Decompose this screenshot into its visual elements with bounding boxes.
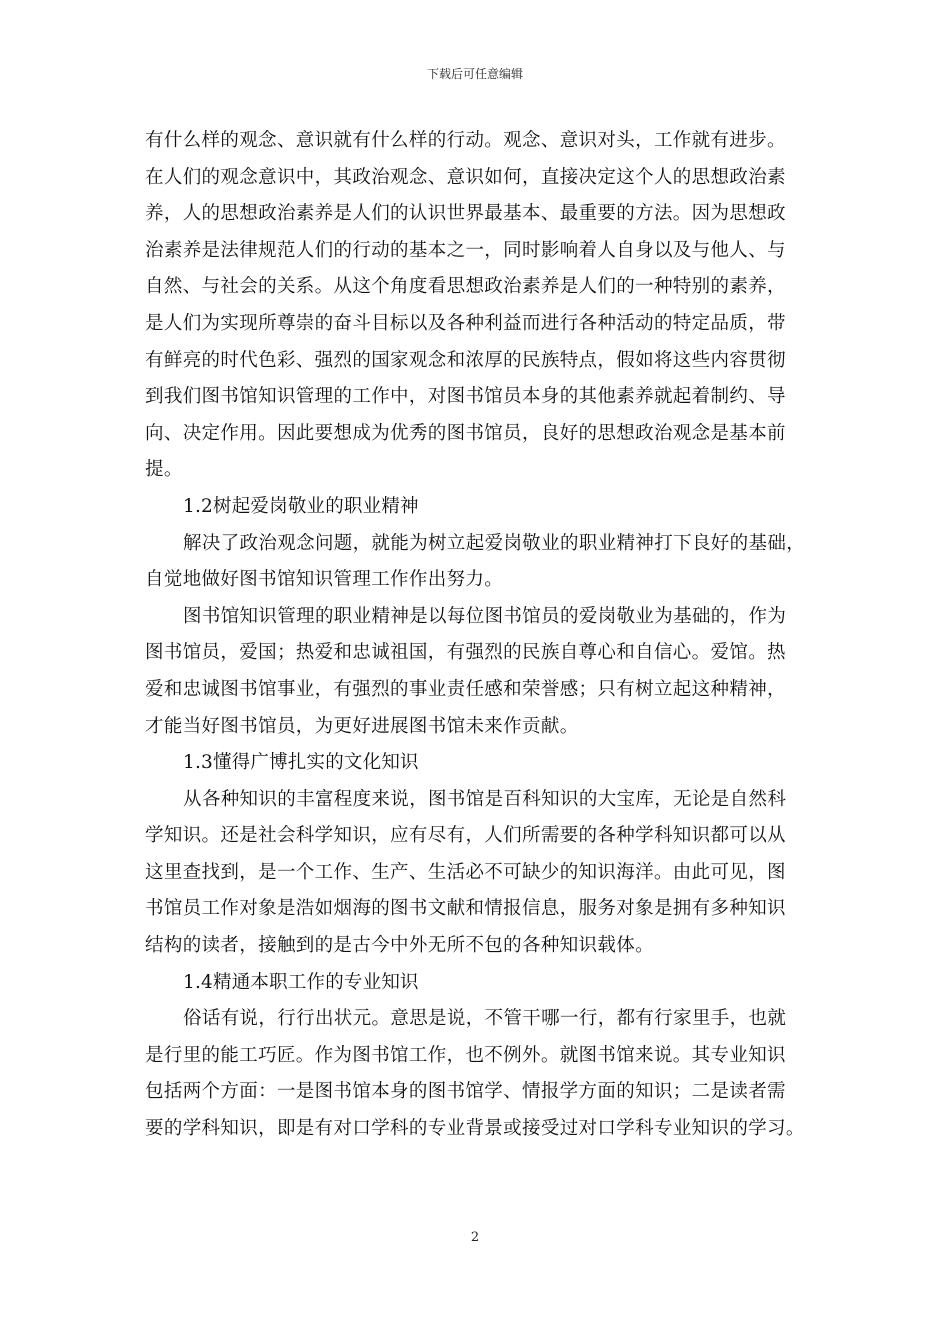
text-line: 在人们的观念意识中，其政治观念、意识如何，直接决定这个人的思想政治素 — [145, 166, 786, 188]
text-line: 养，人的思想政治素养是人们的认识世界最基本、最重要的方法。因为思想政 — [145, 203, 786, 225]
section-heading-1-3: 1.3懂得广博扎实的文化知识 — [183, 752, 419, 774]
text-line: 包括两个方面：一是图书馆本身的图书馆学、情报学方面的知识；二是读者需 — [145, 1081, 786, 1103]
page-number: 2 — [470, 1230, 480, 1245]
document-body — [145, 123, 815, 1148]
text-line: 到我们图书馆知识管理的工作中，对图书馆员本身的其他素养就起着制约、导 — [145, 386, 786, 408]
text-line: 图书馆员，爱国；热爱和忠诚祖国，有强烈的民族自尊心和自信心。爱馆。热 — [145, 642, 786, 664]
text-line: 学知识。还是社会科学知识，应有尽有，人们所需要的各种学科知识都可以从 — [145, 825, 786, 847]
section-heading-1-4: 1.4精通本职工作的专业知识 — [183, 971, 419, 993]
text-line: 图书馆知识管理的职业精神是以每位图书馆员的爱岗敬业为基础的，作为 — [183, 605, 787, 627]
text-line: 提。 — [145, 459, 183, 481]
text-line: 是人们为实现所尊崇的奋斗目标以及各种利益而进行各种活动的特定品质，带 — [145, 312, 786, 334]
text-line: 治素养是法律规范人们的行动的基本之一，同时影响着人自身以及与他人、与 — [145, 239, 786, 261]
text-line: 是行里的能工巧匠。作为图书馆工作，也不例外。就图书馆来说。其专业知识 — [145, 1044, 786, 1066]
text-line: 这里查找到，是一个工作、生产、生活必不可缺少的知识海洋。由此可见，图 — [145, 861, 786, 883]
text-line: 结构的读者，接触到的是古今中外无所不包的各种知识载体。 — [145, 935, 654, 957]
text-line: 要的学科知识，即是有对口学科的专业背景或接受过对口学科专业知识的学习。 — [145, 1118, 805, 1140]
page-header: 下载后可任意编辑 — [426, 67, 523, 81]
text-line: 爱和忠诚图书馆事业，有强烈的事业责任感和荣誉感；只有树立起这种精神， — [145, 678, 786, 700]
text-line: 书馆员工作对象是浩如烟海的图书文献和情报信息，服务对象是拥有多种知识 — [145, 898, 786, 920]
text-line: 俗话有说，行行出状元。意思是说，不管干哪一行，都有行家里手，也就 — [183, 1008, 787, 1030]
text-line: 解决了政治观念问题，就能为树立起爱岗敬业的职业精神打下良好的基础， — [183, 532, 806, 554]
text-line: 从各种知识的丰富程度来说，图书馆是百科知识的大宝库，无论是自然科 — [183, 788, 787, 810]
text-line: 向、决定作用。因此要想成为优秀的图书馆员，良好的思想政治观念是基本前 — [145, 422, 786, 444]
text-line: 自觉地做好图书馆知识管理工作作出努力。 — [145, 569, 504, 591]
text-line: 才能当好图书馆员，为更好进展图书馆未来作贡献。 — [145, 715, 579, 737]
section-heading-1-2: 1.2树起爱岗敬业的职业精神 — [183, 495, 419, 517]
text-line: 有什么样的观念、意识就有什么样的行动。观念、意识对头，工作就有进步。 — [145, 130, 786, 151]
text-line: 自然、与社会的关系。从这个角度看思想政治素养是人们的一种特别的素养， — [145, 276, 786, 298]
text-line: 有鲜亮的时代色彩、强烈的国家观念和浓厚的民族特点，假如将这些内容贯彻 — [145, 349, 786, 371]
